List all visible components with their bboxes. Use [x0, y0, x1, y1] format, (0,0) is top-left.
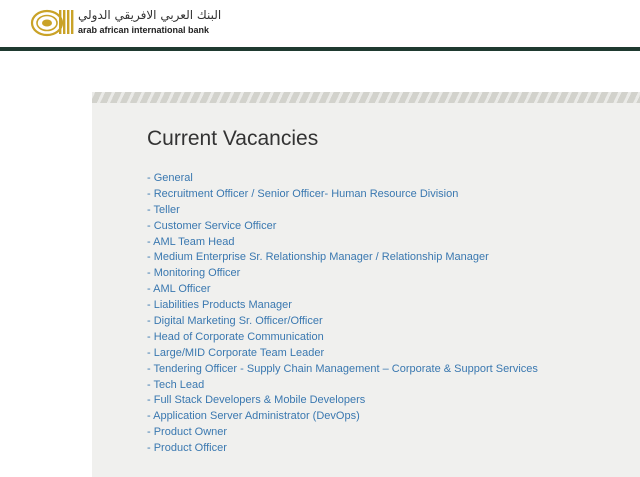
vacancy-link-digital-marketing-officer[interactable]: - Digital Marketing Sr. Officer/Officer — [147, 315, 323, 328]
vacancies-panel — [92, 92, 640, 477]
vacancy-link-aml-officer[interactable]: - AML Officer — [147, 283, 211, 296]
vacancy-link-recruitment-officer[interactable]: - Recruitment Officer / Senior Officer- Human Resource Division — [147, 187, 459, 200]
logo-english-name: arab african international bank — [78, 25, 210, 35]
vacancy-link-tendering-officer[interactable]: - Tendering Officer - Supply Chain Management – Corporate & Support Services — [147, 362, 538, 375]
vacancy-list — [147, 171, 538, 457]
vacancy-link-full-stack-developers[interactable]: - Full Stack Developers & Mobile Developers — [147, 394, 366, 407]
decorative-pattern-strip — [92, 92, 640, 103]
vacancy-link-head-corporate-communication[interactable]: - Head of Corporate Communication — [147, 330, 324, 343]
vacancy-link-product-officer[interactable]: - Product Officer — [147, 442, 227, 455]
vacancy-link-corporate-team-leader[interactable]: - Large/MID Corporate Team Leader — [147, 346, 325, 359]
vacancy-link-application-server-admin[interactable]: - Application Server Administrator (DevOps) — [147, 410, 360, 423]
logo-arabic-name: البنك العربي الافريقي الدولي — [78, 8, 222, 22]
vacancy-link-aml-team-head[interactable]: - AML Team Head — [147, 235, 235, 248]
bank-logo-icon — [30, 7, 76, 37]
vacancy-link-medium-enterprise-rm[interactable]: - Medium Enterprise Sr. Relationship Manager / Relationship Manager — [147, 251, 489, 264]
vacancy-link-monitoring-officer[interactable]: - Monitoring Officer — [147, 267, 241, 280]
vacancy-link-liabilities-products-manager[interactable]: - Liabilities Products Manager — [147, 299, 292, 312]
vacancy-link-general[interactable]: - General — [147, 172, 193, 184]
vacancy-link-teller[interactable]: - Teller — [147, 203, 180, 216]
page-title: Current Vacancies — [147, 127, 319, 150]
header-divider-bar — [0, 47, 640, 51]
vacancy-link-customer-service-officer[interactable]: - Customer Service Officer — [147, 219, 277, 232]
logo-text — [78, 9, 221, 35]
bank-logo[interactable] — [30, 4, 230, 40]
vacancy-link-tech-lead[interactable]: - Tech Lead — [147, 378, 205, 391]
vacancy-link-product-owner[interactable]: - Product Owner — [147, 426, 228, 439]
site-header — [0, 0, 640, 48]
